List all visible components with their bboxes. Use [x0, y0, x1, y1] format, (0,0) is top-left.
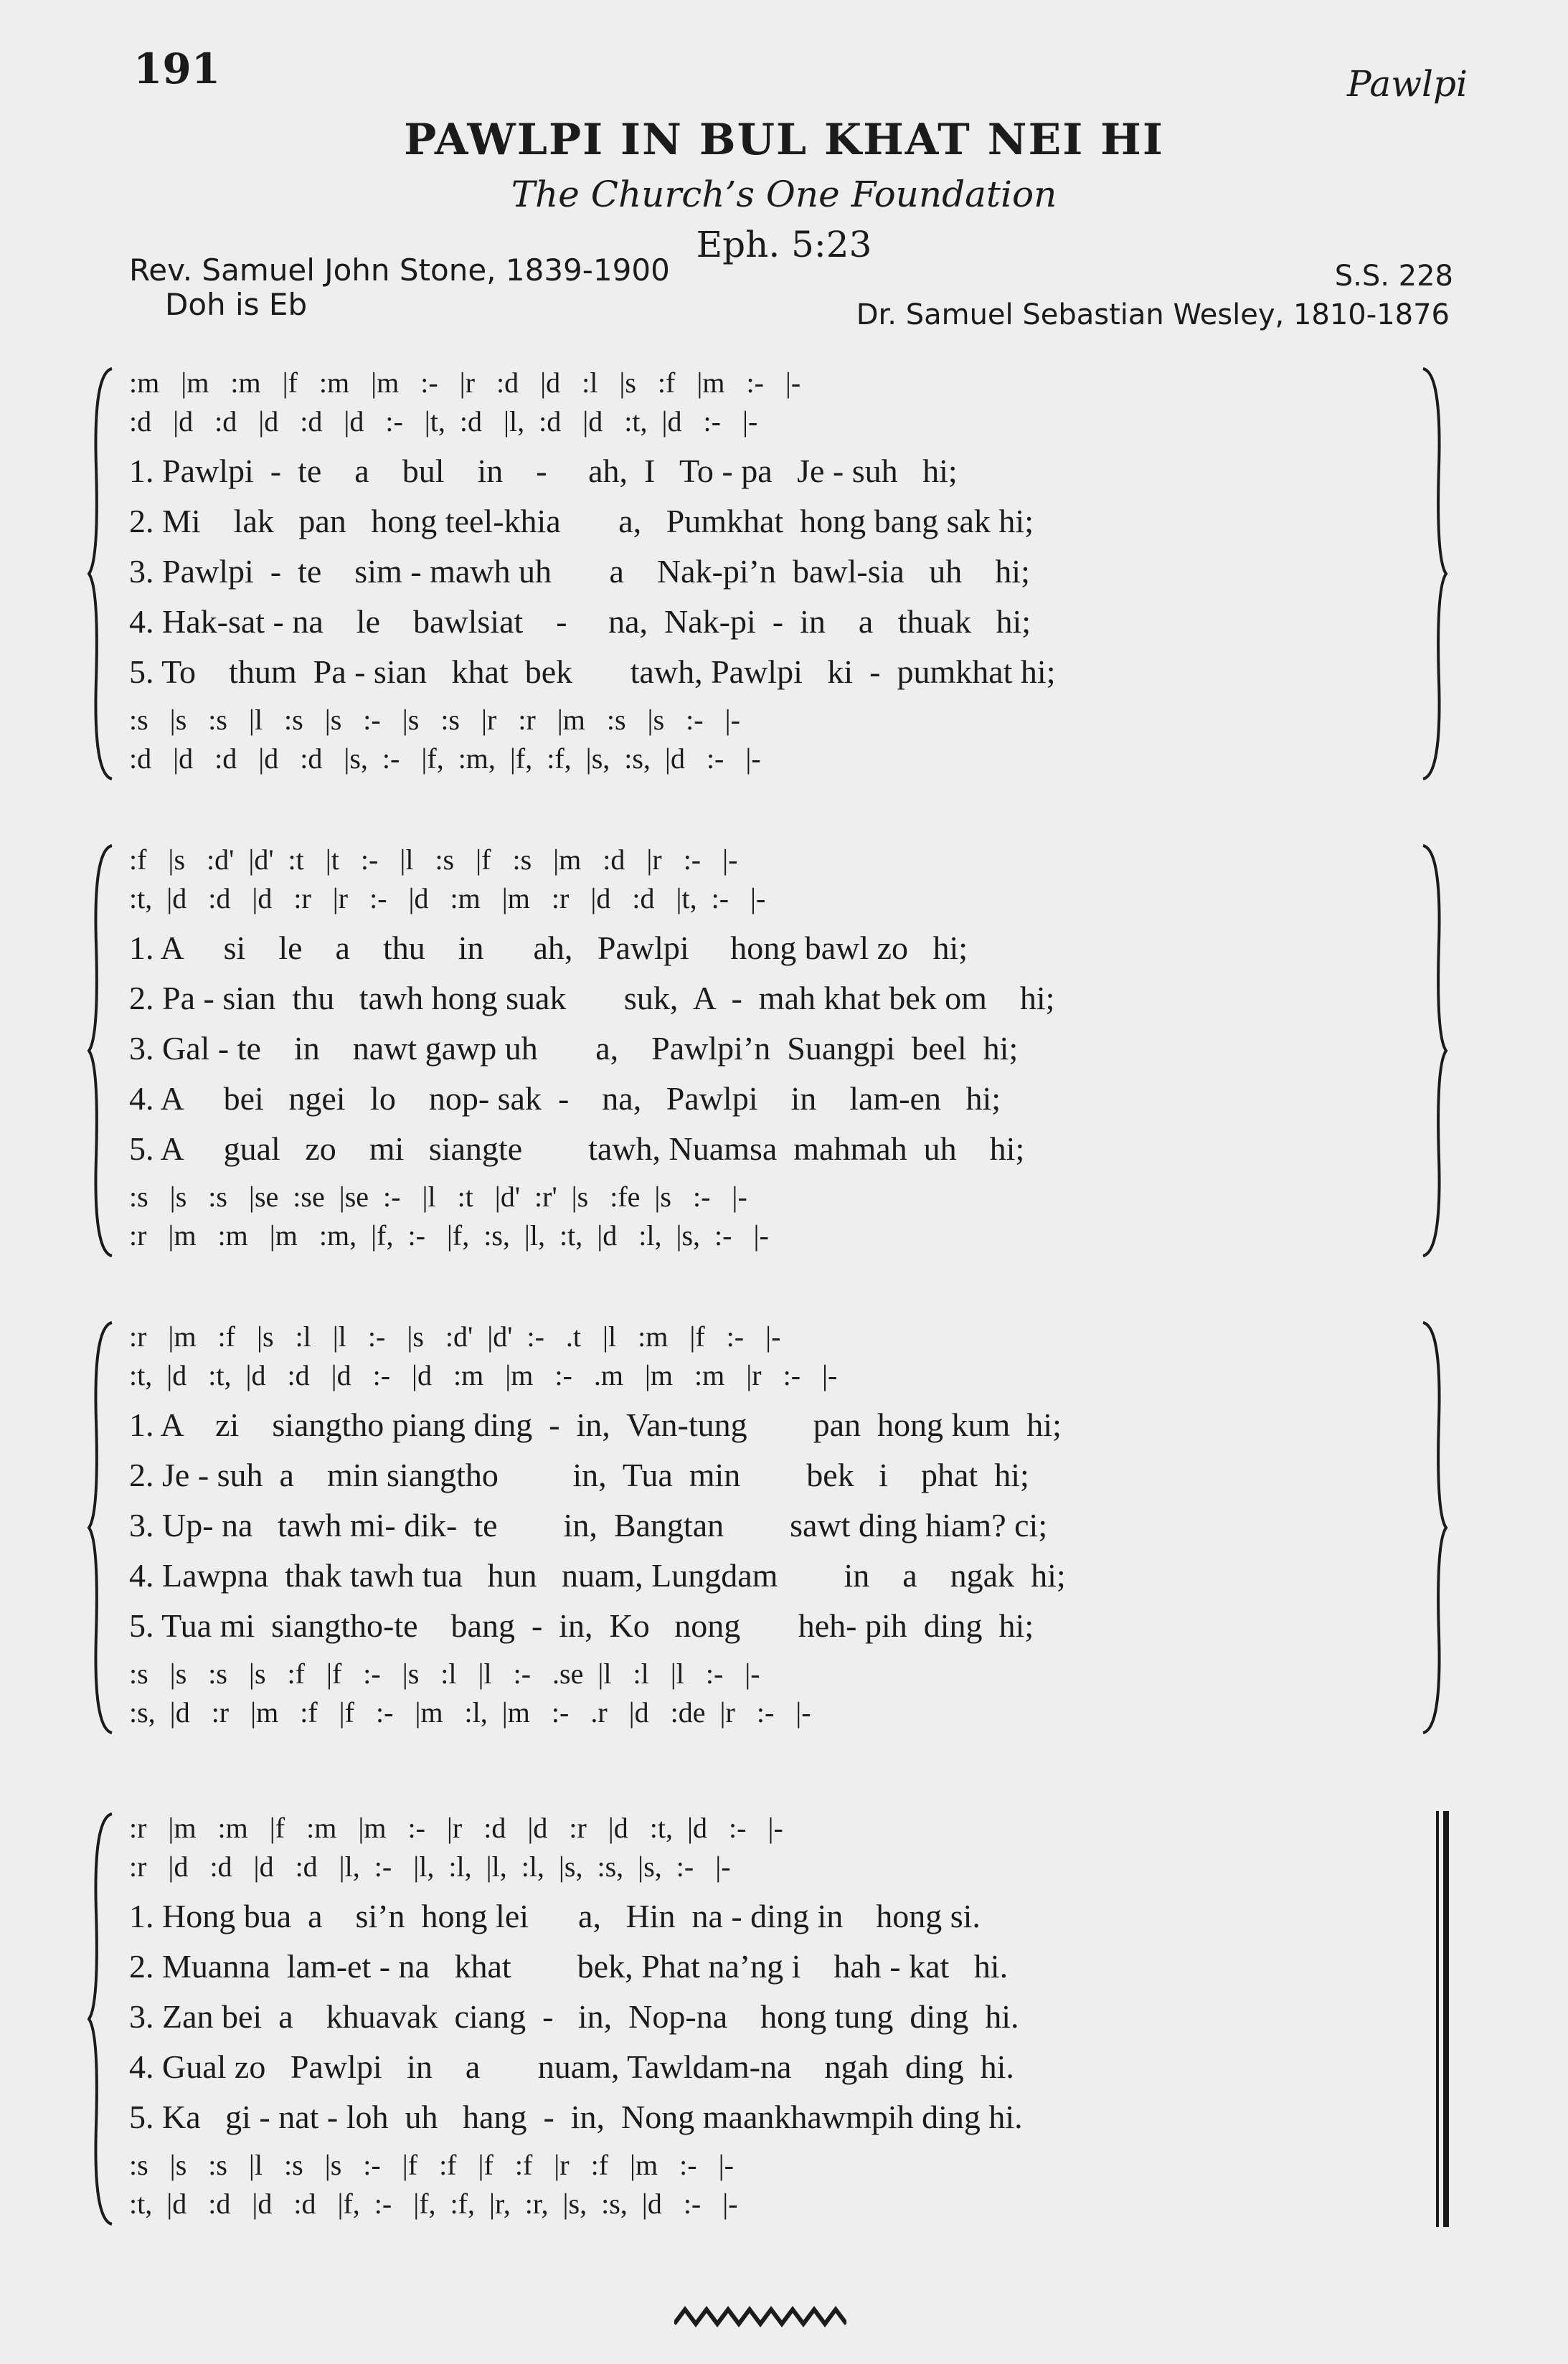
music-system-1 — [86, 366, 1449, 782]
lyric-verse-2: 2. Je - suh a min siangtho in, Tua min bek i phat hi; — [129, 1457, 1029, 1493]
lyric-verse-4: 4. Gual zo Pawlpi in a nuam, Tawldam-na ngah ding hi. — [129, 2048, 1014, 2085]
bass-notes: :s, |d :r |m :f |f :- |m :l, |m :- .r |d :de |r :- |- — [129, 1696, 811, 1729]
scripture-reference: Eph. 5:23 — [696, 224, 872, 265]
soprano-notes: :r |m :f |s :l |l :- |s :d' |d' :- .t |l :m |f :- |- — [129, 1320, 781, 1353]
music-system-2 — [86, 843, 1449, 1259]
lyric-verse-3: 3. Pawlpi - te sim - mawh uh a Nak-pi’n bawl-sia uh hi; — [129, 553, 1030, 590]
key-signature: Doh is Eb — [165, 287, 308, 322]
soprano-notes: :f |s :d' |d' :t |t :- |l :s |f :s |m :d |r :- |- — [129, 843, 738, 876]
hymn-number: 191 — [133, 44, 221, 93]
left-brace — [86, 843, 115, 1259]
alto-notes: :t, |d :d |d :r |r :- |d :m |m :r |d :d |t, :- |- — [129, 882, 766, 914]
music-system-3 — [86, 1320, 1449, 1736]
lyric-verse-3: 3. Up- na tawh mi- dik- te in, Bangtan sawt ding hiam? ci; — [129, 1507, 1048, 1543]
end-ornament — [674, 2302, 846, 2331]
lyric-verse-3: 3. Zan bei a khuavak ciang - in, Nop-na hong tung ding hi. — [129, 1998, 1019, 2035]
left-brace — [86, 1320, 115, 1736]
lyric-verse-3: 3. Gal - te in nawt gawp uh a, Pawlpi’n Suangpi beel hi; — [129, 1030, 1019, 1067]
lyric-verse-5: 5. To thum Pa - sian khat bek tawh, Pawlpi ki - pumkhat hi; — [129, 653, 1056, 690]
lyric-verse-4: 4. Hak-sat - na le bawlsiat - na, Nak-pi - in a thuak hi; — [129, 603, 1031, 640]
tenor-notes: :s |s :s |se :se |se :- |l :t |d' :r' |s :fe |s :- |- — [129, 1181, 747, 1213]
lyric-verse-4: 4. Lawpna thak tawh tua hun nuam, Lungdam in a ngak hi; — [129, 1557, 1066, 1594]
lyric-verse-2: 2. Pa - sian thu tawh hong suak suk, A - mah khat bek om hi; — [129, 980, 1055, 1016]
composer-credit: Dr. Samuel Sebastian Wesley, 1810-1876 — [856, 298, 1450, 331]
music-system-4 — [86, 1811, 1449, 2227]
lyric-verse-1: 1. A si le a thu in ah, Pawlpi hong bawl zo hi; — [129, 930, 968, 966]
lyric-verse-5: 5. Ka gi - nat - loh uh hang - in, Nong maankhawmpih ding hi. — [129, 2099, 1023, 2135]
lyric-verse-1: 1. Pawlpi - te a bul in - ah, I To - pa Je - suh hi; — [129, 453, 958, 489]
hymn-title: PAWLPI IN BUL KHAT NEI HI — [404, 115, 1164, 165]
book-title: Pawlpi — [1347, 63, 1468, 105]
alto-notes: :r |d :d |d :d |l, :- |l, :l, |l, :l, |s, :s, |s, :- |- — [129, 1850, 731, 1883]
tenor-notes: :s |s :s |s :f |f :- |s :l |l :- .se |l :l |l :- |- — [129, 1658, 760, 1690]
bass-notes: :t, |d :d |d :d |f, :- |f, :f, |r, :r, |s, :s, |d :- |- — [129, 2188, 738, 2220]
tune-reference: S.S. 228 — [1334, 260, 1453, 293]
lyric-verse-5: 5. A gual zo mi siangte tawh, Nuamsa mahmah uh hi; — [129, 1130, 1025, 1167]
lyric-verse-1: 1. Hong bua a si’n hong lei a, Hin na - ding in hong si. — [129, 1898, 981, 1934]
english-title: The Church’s One Foundation — [511, 174, 1057, 215]
tenor-notes: :s |s :s |l :s |s :- |f :f |f :f |r :f |m :- |- — [129, 2149, 734, 2181]
bass-notes: :d |d :d |d :d |s, :- |f, :m, |f, :f, |s, :s, |d :- |- — [129, 742, 761, 775]
soprano-notes: :m |m :m |f :m |m :- |r :d |d :l |s :f |m :- |- — [129, 367, 801, 399]
lyric-verse-2: 2. Mi lak pan hong teel-khia a, Pumkhat hong bang sak hi; — [129, 503, 1034, 539]
bass-notes: :r |m :m |m :m, |f, :- |f, :s, |l, :t, |d :l, |s, :- |- — [129, 1219, 769, 1252]
lyric-verse-1: 1. A zi siangtho piang ding - in, Van-tung pan hong kum hi; — [129, 1406, 1062, 1443]
lyric-verse-2: 2. Muanna lam-et - na khat bek, Phat na’ng i hah - kat hi. — [129, 1948, 1009, 1985]
tenor-notes: :s |s :s |l :s |s :- |s :s |r :r |m :s |s :- |- — [129, 704, 740, 736]
lyric-verse-4: 4. A bei ngei lo nop- sak - na, Pawlpi in lam-en hi; — [129, 1080, 1001, 1117]
left-brace — [86, 366, 115, 782]
alto-notes: :t, |d :t, |d :d |d :- |d :m |m :- .m |m :m |r :- |- — [129, 1359, 838, 1391]
soprano-notes: :r |m :m |f :m |m :- |r :d |d :r |d :t, |d :- |- — [129, 1812, 783, 1844]
left-brace — [86, 1811, 115, 2227]
author-credit: Rev. Samuel John Stone, 1839-1900 — [129, 252, 670, 288]
alto-notes: :d |d :d |d :d |d :- |t, :d |l, :d |d :t, |d :- |- — [129, 405, 758, 438]
lyric-verse-5: 5. Tua mi siangtho-te bang - in, Ko nong heh- pih ding hi; — [129, 1607, 1034, 1644]
